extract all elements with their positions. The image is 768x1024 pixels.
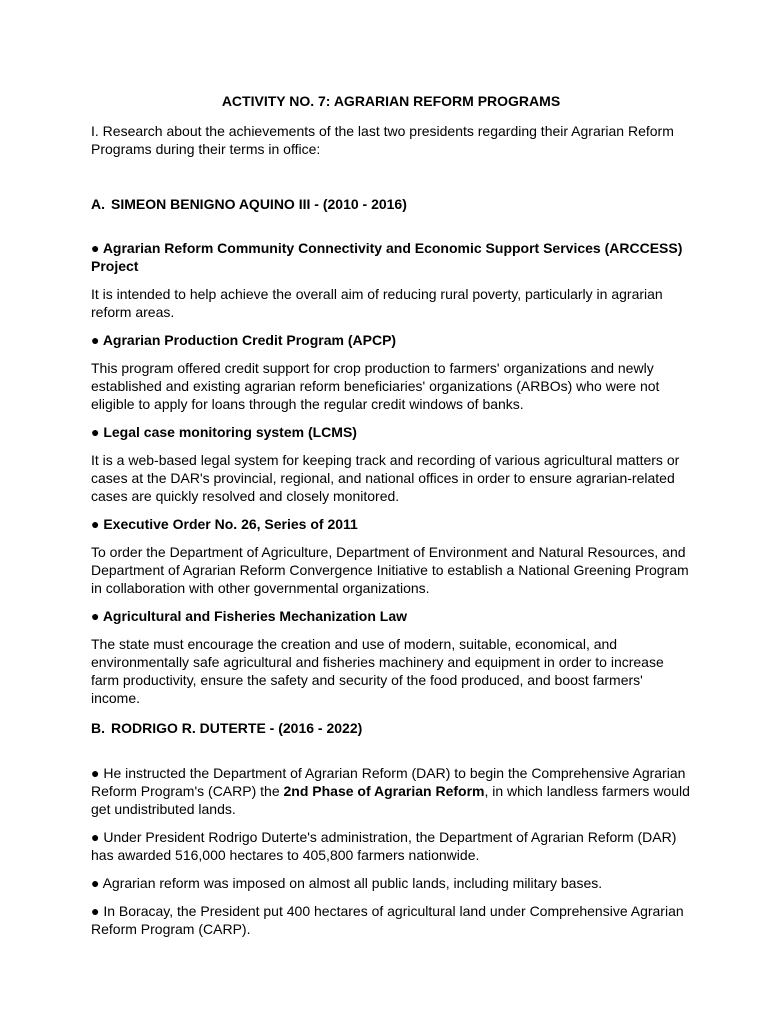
item-body-lcms: It is a web-based legal system for keeping track and recording of various agricultural matters or cases at the DAR's provincial, regional, and national offices in order to ensure agrarian-related cases are quickly resolved and closely monitored. bbox=[91, 452, 680, 504]
duterte-bullet-hectares: ● Under President Rodrigo Duterte's administration, the Department of Agrarian Reform (DAR) has awarded 516,000 hectares to 405,800 farmers nationwide. bbox=[91, 829, 677, 863]
duterte-bullet-public-lands: ● Agrarian reform was imposed on almost all public lands, including military bases. bbox=[91, 875, 603, 891]
duterte-bullet-boracay: ● In Boracay, the President put 400 hectares of agricultural land under Comprehensive Agrarian Reform Program (CARP). bbox=[91, 903, 684, 937]
document-page bbox=[91, 92, 691, 938]
duterte-bullet-carp-text-after: , in which landless farmers would get undistributed lands. bbox=[91, 783, 690, 817]
item-body-eo26: To order the Department of Agriculture, Department of Environment and Natural Resources, and Department of Agrarian Reform Convergence Initiative to establish a National Greening Program in collaboration with other governmental organizations. bbox=[91, 544, 689, 596]
item-body-apcp: This program offered credit support for crop production to farmers' organizations and newly established and existing agrarian reform beneficiaries' organizations (ARBOs) who were not eligible to apply for loans through the regular credit windows of banks. bbox=[91, 360, 660, 412]
section-a-name: SIMEON BENIGNO AQUINO III - bbox=[111, 196, 323, 212]
duterte-bullet-carp-phase bbox=[91, 764, 691, 818]
duterte-bullet-carp-bold: 2nd Phase of Agrarian Reform bbox=[283, 783, 485, 799]
section-a-years: (2010 - 2016) bbox=[322, 196, 407, 212]
intro-paragraph: I. Research about the achievements of the last two presidents regarding their Agrarian Reform Programs during their terms in office: bbox=[91, 123, 674, 157]
item-heading-mechanization-law: ● Agricultural and Fisheries Mechanization Law bbox=[91, 608, 407, 624]
section-a-heading bbox=[91, 195, 691, 213]
item-body-mechanization-law: The state must encourage the creation and use of modern, suitable, economical, and environmentally safe agricultural and fisheries machinery and equipment in order to increase farm productivity, ensure the safety and security of the food produced, and boost farmers' income. bbox=[91, 636, 664, 706]
document-title: ACTIVITY NO. 7: AGRARIAN REFORM PROGRAMS bbox=[221, 93, 561, 109]
section-b-years: (2016 - 2022) bbox=[278, 720, 363, 736]
item-heading-eo26: ● Executive Order No. 26, Series of 2011 bbox=[91, 516, 358, 532]
section-b-name: RODRIGO R. DUTERTE - bbox=[111, 720, 279, 736]
section-b-heading bbox=[91, 719, 691, 737]
section-a-letter: A. bbox=[91, 196, 105, 212]
item-body-arccess: It is intended to help achieve the overall aim of reducing rural poverty, particularly in agrarian reform areas. bbox=[91, 286, 663, 320]
item-heading-apcp: ● Agrarian Production Credit Program (APCP) bbox=[91, 332, 397, 348]
item-heading-lcms: ● Legal case monitoring system (LCMS) bbox=[91, 424, 357, 440]
duterte-bullet-carp-text-before: ● He instructed the Department of Agrarian Reform (DAR) to begin the Comprehensive Agrarian Reform Program's (CARP) the bbox=[91, 765, 686, 799]
section-b-letter: B. bbox=[91, 720, 105, 736]
item-heading-arccess: ● Agrarian Reform Community Connectivity and Economic Support Services (ARCCESS) Project bbox=[91, 240, 683, 274]
